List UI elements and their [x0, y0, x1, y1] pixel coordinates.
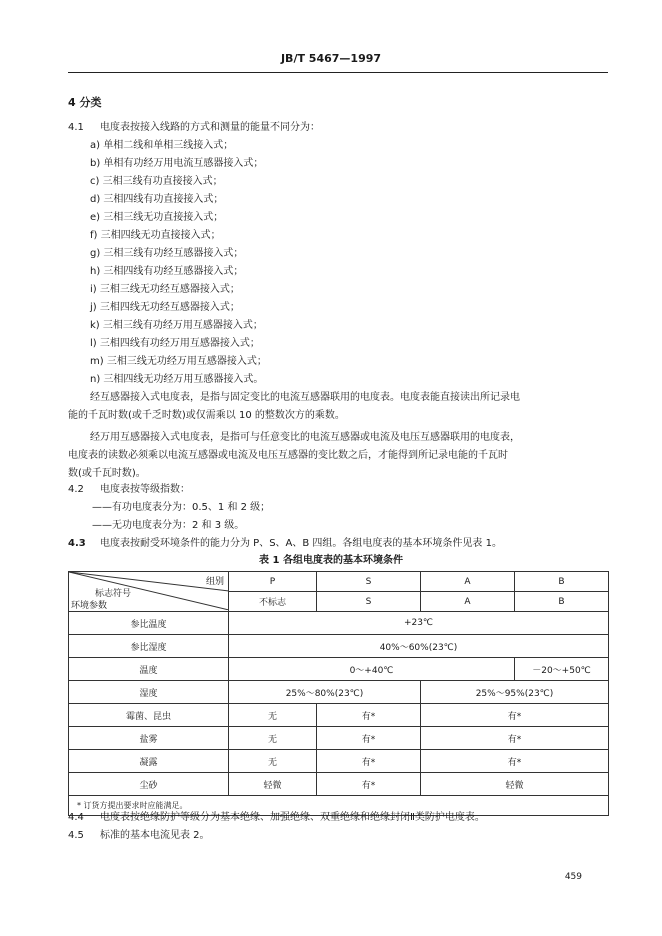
standard-code-header: JB/T 5467—1997	[280, 52, 382, 65]
paragraph-line: 经万用互感器接入式电度表，是指可与任意变比的电流互感器或电流及电压互感器联用的电度表，	[90, 432, 520, 443]
mark-header: A	[421, 592, 515, 612]
clause-4-3-number: 4.3	[68, 538, 86, 549]
table-cell: －20～+50℃	[515, 658, 609, 681]
table-row	[69, 658, 609, 681]
list-item: f) 三相四线无功直接接入式；	[90, 230, 221, 241]
table-cell: 无	[229, 727, 317, 750]
row-label: 霉菌、昆虫	[69, 704, 229, 727]
list-item: j) 三相四线无功经互感器接入式；	[90, 302, 240, 313]
table-cell: 0～+40℃	[229, 658, 515, 681]
row-label: 盐雾	[69, 727, 229, 750]
clause-4-4-number: 4.4	[68, 812, 84, 823]
page-number: 459	[564, 872, 582, 882]
paragraph-line: 电度表的读数必须乘以电流互感器或电流及电压互感器的变比数之后，才能得到所记录电能的千瓦时	[68, 450, 508, 461]
list-item: l) 三相四线有功经万用互感器接入式；	[90, 338, 260, 349]
mark-header: B	[515, 592, 609, 612]
table-row	[69, 612, 609, 635]
row-label: 尘砂	[69, 773, 229, 796]
row-label: 参比湿度	[69, 635, 229, 658]
table-cell: 无	[229, 704, 317, 727]
clause-4-2-number: 4.2	[68, 484, 84, 495]
paragraph-line: 能的千瓦时数(或千乏时数)或仅需乘以 10 的整数次方的乘数。	[68, 410, 345, 421]
table-cell: 40%～60%(23℃)	[229, 635, 609, 658]
section-heading: 4 分类	[68, 96, 102, 109]
list-item: c) 三相三线有功直接接入式；	[90, 176, 223, 187]
table-cell: 25%～80%(23℃)	[229, 681, 421, 704]
list-item: i) 三相三线无功经互感器接入式；	[90, 284, 240, 295]
list-item: e) 三相三线无功直接接入式；	[90, 212, 224, 223]
row-label: 凝露	[69, 750, 229, 773]
list-item: ——无功电度表分为：2 和 3 级。	[92, 520, 245, 531]
list-item: g) 三相三线有功经互感器接入式；	[90, 248, 244, 259]
clause-4-5-number: 4.5	[68, 830, 84, 841]
list-item: ——有功电度表分为：0.5、1 和 2 级；	[92, 502, 271, 513]
table-row	[69, 704, 609, 727]
table-cell: 有*	[421, 704, 609, 727]
table-cell: 轻微	[229, 773, 317, 796]
paragraph-line: 数(或千瓦时数)。	[68, 468, 146, 479]
table-cell: 25%～95%(23℃)	[421, 681, 609, 704]
table-cell: 无	[229, 750, 317, 773]
table-cell: 轻微	[421, 773, 609, 796]
table-row	[69, 635, 609, 658]
list-item: a) 单相二线和单相三线接入式；	[90, 140, 234, 151]
list-item: h) 三相四线有功经互感器接入式；	[90, 266, 244, 277]
list-item: m) 三相三线无功经万用互感器接入式；	[90, 356, 267, 367]
table-row	[69, 750, 609, 773]
table-cell: 有*	[317, 773, 421, 796]
environment-conditions-table	[68, 571, 609, 816]
group-header: B	[515, 572, 609, 592]
row-label: 湿度	[69, 681, 229, 704]
corner-label-group: 组别	[205, 577, 224, 587]
list-item: k) 三相三线有功经万用互感器接入式；	[90, 320, 263, 331]
list-item: n) 三相四线无功经万用互感器接入式。	[90, 374, 264, 385]
mark-header: 不标志	[229, 592, 317, 612]
clause-4-4-text: 电度表按绝缘防护等级分为基本绝缘、加强绝缘、双重绝缘和绝缘封闭Ⅱ类防护电度表。	[100, 812, 485, 823]
group-header: S	[317, 572, 421, 592]
corner-label-mark: 标志符号	[95, 589, 132, 599]
list-item: b) 单相有功经万用电流互感器接入式；	[90, 158, 264, 169]
table-row	[69, 681, 609, 704]
group-header: P	[229, 572, 317, 592]
table-cell: 有*	[421, 750, 609, 773]
table-cell: 有*	[317, 750, 421, 773]
clause-4-1-number: 4.1	[68, 122, 84, 133]
clause-4-5-text: 标准的基本电流见表 2。	[100, 830, 210, 841]
table-cell: 有*	[317, 704, 421, 727]
table-cell: +23℃	[229, 612, 609, 635]
clause-4-3-text: 电度表按耐受环境条件的能力分为 P、S、A、B 四组。各组电度表的基本环境条件见表 1。	[100, 538, 502, 549]
table-caption: 表 1 各组电度表的基本环境条件	[259, 555, 403, 566]
corner-label-param: 环境参数	[71, 601, 108, 611]
header-rule	[68, 72, 608, 73]
table-corner-cell	[69, 572, 229, 612]
table-cell: 有*	[317, 727, 421, 750]
paragraph-line: 经互感器接入式电度表，是指与固定变比的电流互感器联用的电度表。电度表能直接读出所记录电	[90, 392, 520, 403]
table-row	[69, 773, 609, 796]
table-cell: 有*	[421, 727, 609, 750]
group-header: A	[421, 572, 515, 592]
row-label: 温度	[69, 658, 229, 681]
list-item: d) 三相四线有功直接接入式；	[90, 194, 224, 205]
table-row	[69, 727, 609, 750]
mark-header: S	[317, 592, 421, 612]
clause-4-1-intro: 电度表按接入线路的方式和测量的能量不同分为：	[100, 122, 320, 133]
row-label: 参比温度	[69, 612, 229, 635]
table-footnote: * 订货方提出要求时应能满足。	[69, 796, 609, 816]
clause-4-2-intro: 电度表按等级指数：	[100, 484, 190, 495]
